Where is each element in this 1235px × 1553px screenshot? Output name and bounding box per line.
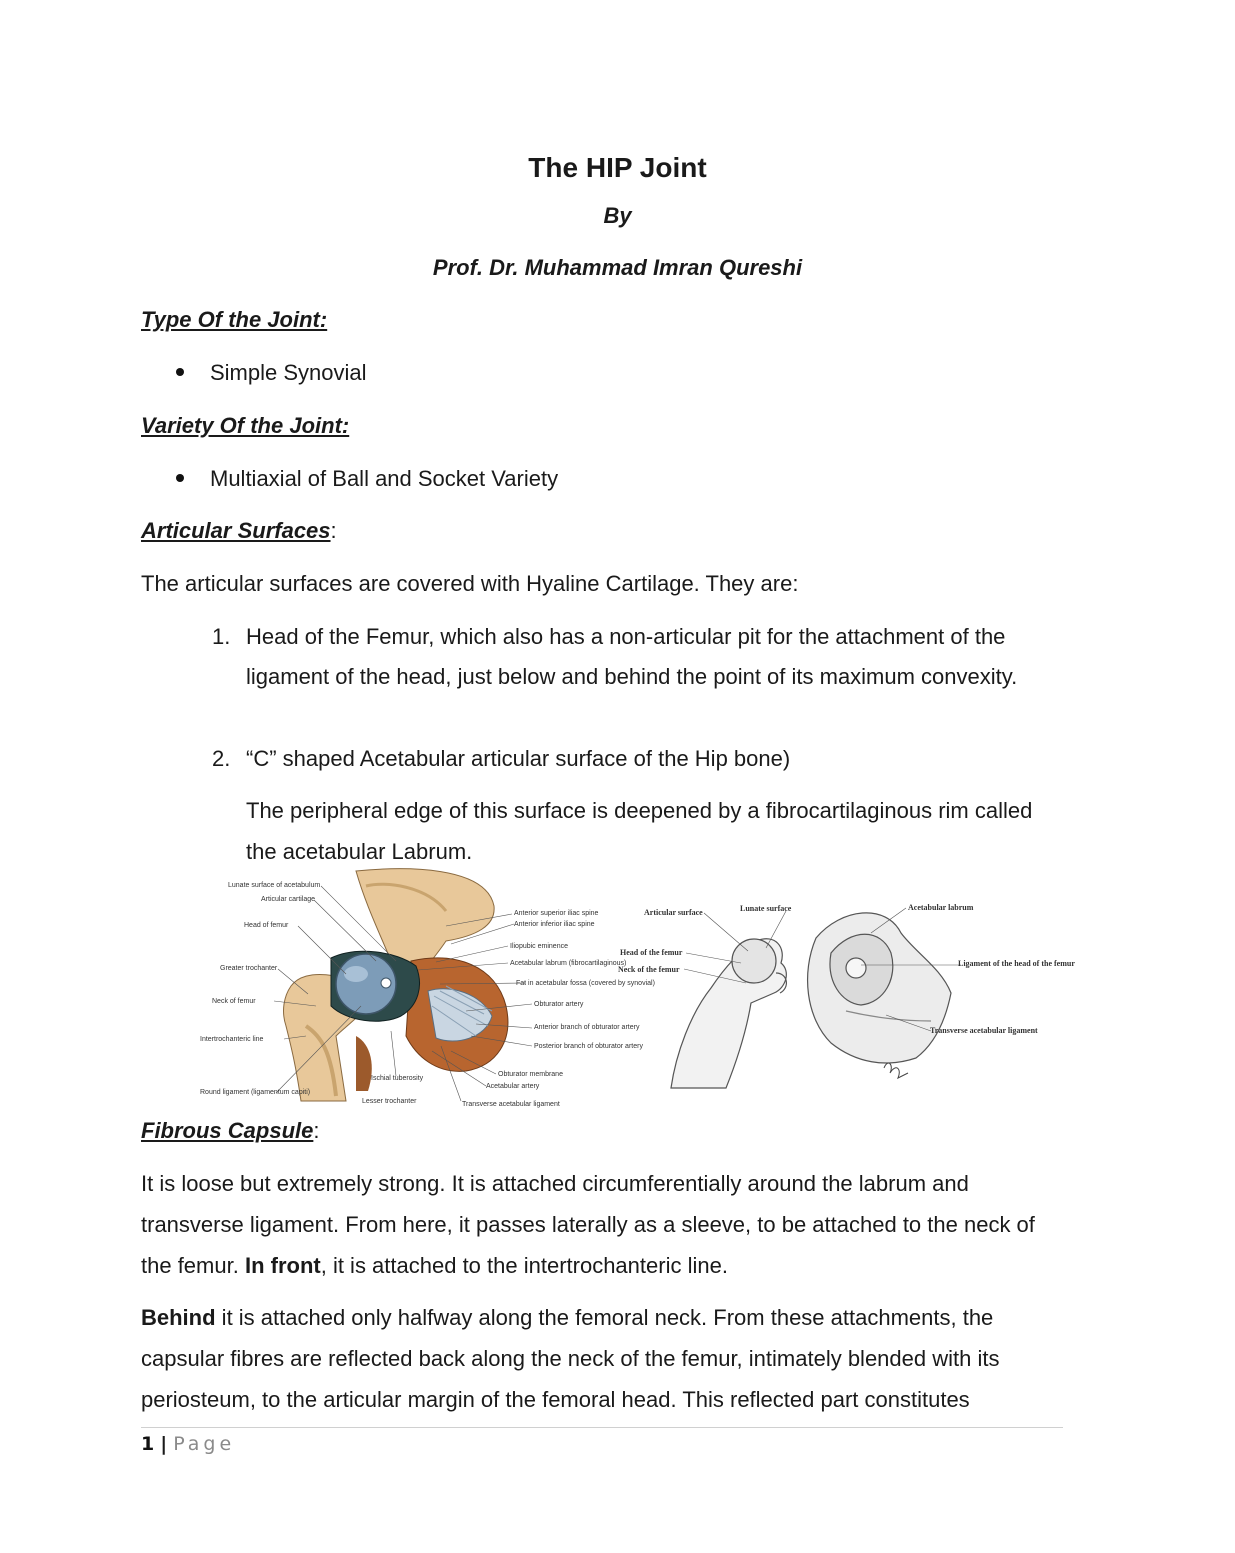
emphasis-text: In front	[244, 1253, 321, 1278]
bullet-item	[176, 466, 558, 492]
labrum-note: The peripheral edge of this surface is deepened by a fibrocartilaginous rim called the acetabular Labrum.	[246, 798, 1033, 864]
item-text: “C” shaped Acetabular articular surface of the Hip bone)	[246, 746, 791, 771]
figure-label: Fat in acetabular fossa (covered by synovial)	[516, 980, 655, 987]
heading-fibrous-capsule-row	[141, 1118, 319, 1144]
figure-label: Posterior branch of obturator artery	[534, 1043, 643, 1050]
bullet-text: Multiaxial of Ball and Socket Variety	[210, 466, 559, 491]
figure-label: Round ligament (ligamentum capiti)	[200, 1089, 311, 1096]
figure-label: Ischial tuberosity	[371, 1075, 424, 1082]
hip-disarticulated-figure	[616, 893, 1075, 1093]
figure-label: Neck of femur	[212, 998, 256, 1005]
heading-colon: :	[330, 518, 337, 543]
heading-variety-of-joint: Variety Of the Joint:	[141, 413, 350, 438]
fibrous-paragraph-1	[141, 1163, 1061, 1286]
heading-colon: :	[313, 1118, 320, 1143]
bullet-item	[176, 360, 367, 386]
figure-label: Lunate surface of acetabulum	[228, 882, 321, 889]
figure-label: Transverse acetabular ligament	[462, 1101, 560, 1108]
bullet-text: Simple Synovial	[210, 360, 367, 385]
heading-articular-surfaces-row	[141, 518, 337, 544]
figure-label: Anterior superior iliac spine	[514, 910, 599, 917]
fibrous-paragraph-2	[141, 1297, 1061, 1420]
page-footer	[141, 1433, 235, 1455]
hip-bone-outline-shape	[808, 913, 951, 1063]
figure-label: Articular cartilage	[261, 896, 316, 903]
byline-label: By	[603, 203, 632, 228]
paragraph-text: It is loose but extremely strong. It is attached circumferentially around the labrum and transverse ligament. From here, it passes laterally as a sleeve, to be attached to the neck of the femur.	[141, 1171, 1035, 1278]
heading-articular-surfaces: Articular Surfaces	[141, 518, 331, 543]
paragraph-text: , it is attached to the intertrochanteric line.	[320, 1253, 728, 1278]
figure-label: Obturator artery	[534, 1001, 584, 1008]
numbered-item	[212, 739, 1032, 779]
articular-intro: The articular surfaces are covered with Hyaline Cartilage. They are:	[141, 571, 799, 596]
figure-label: Head of the femur	[620, 948, 683, 957]
bottom-labels	[362, 1075, 560, 1108]
bullet-dot	[176, 474, 184, 482]
figure-label: Acetabular labrum (fibrocartilaginous)	[510, 960, 627, 967]
figure-label: Lunate surface	[740, 904, 792, 913]
femoral-head-shape	[336, 954, 396, 1014]
figure-label: Greater trochanter	[220, 965, 278, 972]
figure-label: Anterior branch of obturator artery	[534, 1024, 640, 1031]
item-text: Head of the Femur, which also has a non-articular pit for the attachment of the ligament of the head, just below and behind the point of its maximum convexity.	[246, 624, 1018, 689]
footer-separator: |	[160, 1433, 168, 1455]
lesser-trochanter-shape	[356, 1036, 372, 1091]
femur-outline-shape	[671, 939, 786, 1088]
page-number: 1	[141, 1433, 155, 1455]
figure-label: Transverse acetabular ligament	[930, 1026, 1038, 1035]
emphasis-text: Behind	[141, 1305, 216, 1330]
paragraph-text: it is attached only halfway along the femoral neck. From these attachments, the capsular fibres are reflected back along the neck of the femur, intimately blended with its periosteum, to the articular margin of the femoral head. This reflected part constitutes	[141, 1305, 1000, 1412]
author-name: Prof. Dr. Muhammad Imran Qureshi	[432, 255, 803, 280]
figure-label: Acetabular artery	[486, 1083, 540, 1090]
numbered-item	[212, 617, 1032, 697]
figure-label: Obturator membrane	[498, 1071, 563, 1078]
figure-label: Articular surface	[644, 908, 703, 917]
page-label: Page	[173, 1433, 236, 1455]
document-title: The HIP Joint	[528, 152, 707, 183]
figure-label: Ligament of the head of the femur	[958, 959, 1075, 968]
artist-signature	[884, 1063, 908, 1078]
figure-label: Anterior inferior iliac spine	[514, 921, 595, 928]
figure-label: Head of femur	[244, 922, 289, 929]
footer-divider	[141, 1427, 1063, 1428]
heading-type-of-joint: Type Of the Joint:	[141, 307, 328, 332]
figure-label: Neck of the femur	[618, 965, 680, 974]
figure-label: Acetabular labrum	[908, 903, 974, 912]
item-number: 2.	[212, 746, 231, 771]
figure-label: Intertrochanteric line	[200, 1036, 264, 1043]
item-number: 1.	[212, 624, 231, 649]
heading-fibrous-capsule: Fibrous Capsule	[141, 1118, 314, 1143]
figure-label: Iliopubic eminence	[510, 943, 568, 950]
bullet-dot	[176, 368, 184, 376]
figure-label: Lesser trochanter	[362, 1098, 417, 1105]
